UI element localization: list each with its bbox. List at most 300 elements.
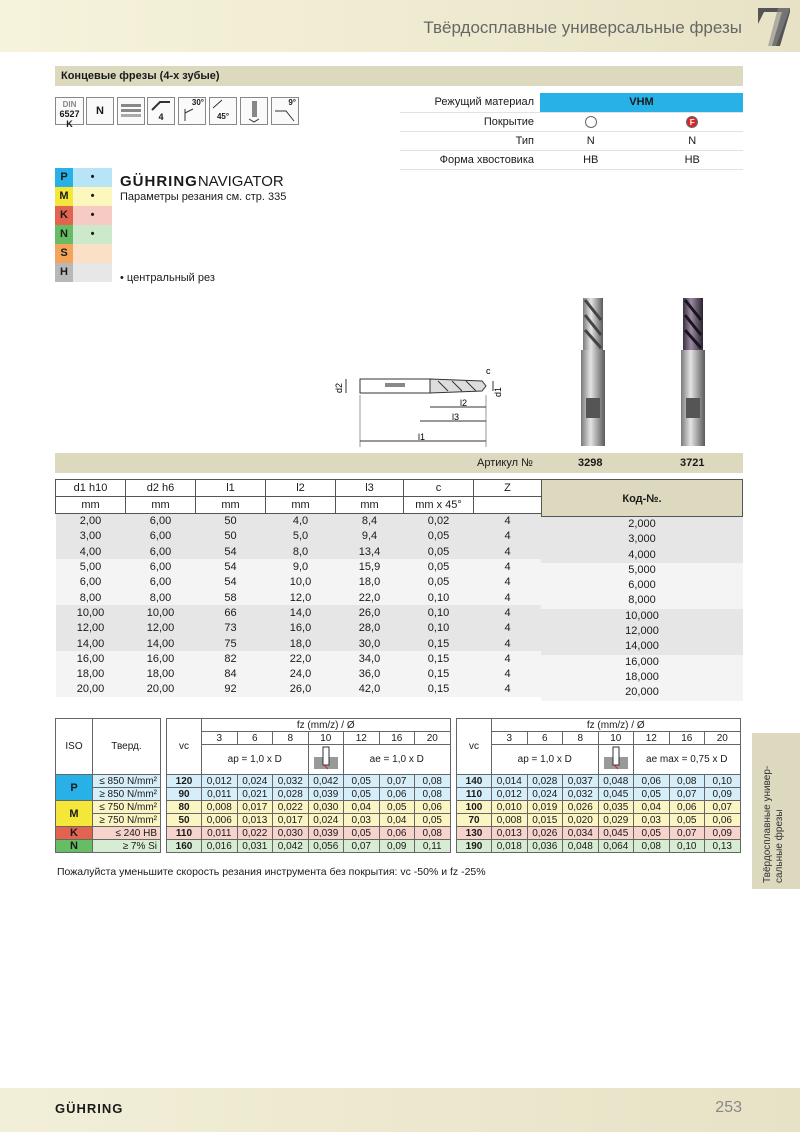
- label-l1: l1: [418, 432, 426, 442]
- fz-cell: 0,026: [563, 801, 599, 814]
- fz-cell: 0,036: [527, 840, 563, 853]
- fz-cell: 0,030: [308, 801, 344, 814]
- type-value-2: N: [642, 131, 744, 150]
- dimension-table: [55, 479, 542, 697]
- dim-cell: 50: [224, 515, 237, 528]
- fz-cell: 0,030: [273, 827, 309, 840]
- fz-cell: 0,012: [492, 788, 528, 801]
- dim-cell: 18,0: [289, 637, 312, 650]
- dim-unit-cell: mm: [266, 497, 336, 514]
- table-row: [457, 788, 741, 801]
- dim-cell: 20,00: [76, 683, 105, 696]
- dim-cell: 12,00: [76, 622, 105, 635]
- code-cell: 5,000: [541, 563, 743, 578]
- table-row: [56, 682, 542, 697]
- fz-cell: 0,06: [705, 814, 741, 827]
- coating-f-badge: F: [686, 116, 698, 128]
- vc-cell: 120: [167, 775, 202, 788]
- diameter-cell: 16: [669, 732, 705, 745]
- code-cell: 2,000: [541, 517, 743, 532]
- fz-cell: 0,042: [308, 775, 344, 788]
- vc-cell: 110: [457, 788, 492, 801]
- table-row: [56, 559, 542, 574]
- dim-cell: 4: [504, 530, 511, 543]
- table-row: [56, 651, 542, 666]
- fz-cell: 0,016: [202, 840, 238, 853]
- type-row: [400, 131, 743, 150]
- fz-cell: 0,024: [308, 814, 344, 827]
- fz-cell: 0,08: [415, 775, 451, 788]
- dim-header-cell: Z: [474, 480, 542, 497]
- ap-label: ap = 1,0 x D: [202, 745, 309, 775]
- diameter-cell: 3: [202, 732, 238, 745]
- fz-cell: 0,06: [669, 801, 705, 814]
- dim-cell: 0,05: [427, 530, 450, 543]
- diameter-cell: 12: [634, 732, 670, 745]
- fz-header: fz (mm/z) / Ø: [202, 719, 451, 732]
- center-cut-icon: [240, 97, 268, 125]
- dim-cell: 34,0: [358, 652, 381, 665]
- article-label: Артикул №: [477, 457, 533, 469]
- dim-cell: 18,00: [76, 668, 105, 681]
- material-row: [400, 93, 743, 112]
- vc-cell: 100: [457, 801, 492, 814]
- code-cell: 8,000: [541, 593, 743, 608]
- fz-cell: 0,006: [202, 814, 238, 827]
- fz-cell: 0,010: [492, 801, 528, 814]
- hardness-cell: ≥ 850 N/mm²: [93, 788, 161, 801]
- fz-header: fz (mm/z) / Ø: [492, 719, 741, 732]
- dim-cell: 4: [504, 668, 511, 681]
- fz-cell: 0,08: [669, 775, 705, 788]
- dim-cell: 0,10: [427, 591, 450, 604]
- fz-cell: 0,028: [273, 788, 309, 801]
- code-header: Код-№.: [541, 479, 743, 517]
- code-cell: 10,000: [541, 609, 743, 624]
- table-row: [457, 840, 741, 853]
- dim-cell: 4: [504, 576, 511, 589]
- side-milling-icon: [598, 745, 634, 775]
- label-c: c: [486, 366, 491, 376]
- table-row: [457, 827, 741, 840]
- fz-cell: 0,022: [237, 827, 273, 840]
- dim-unit-cell: [474, 497, 542, 514]
- fz-cell: 0,037: [563, 775, 599, 788]
- fz-cell: 0,05: [379, 801, 415, 814]
- table-row: [457, 814, 741, 827]
- dim-header-cell: l1: [196, 480, 266, 497]
- dim-cell: 6,00: [149, 545, 172, 558]
- end-mill-3721-image: [675, 290, 711, 450]
- dim-cell: 0,02: [427, 515, 450, 528]
- iso-cell: K: [56, 827, 93, 840]
- dim-cell: 84: [224, 668, 237, 681]
- hardness-cell: ≤ 850 N/mm²: [93, 775, 161, 788]
- dim-cell: 54: [224, 545, 237, 558]
- fz-cell: 0,06: [379, 827, 415, 840]
- diameter-cell: 8: [563, 732, 599, 745]
- table-row: [56, 636, 542, 651]
- fz-cell: 0,035: [598, 801, 634, 814]
- coating-none: [540, 112, 642, 131]
- fz-cell: 0,06: [634, 775, 670, 788]
- diameter-cell: 10: [598, 732, 634, 745]
- cutting-table-left: [55, 718, 451, 853]
- fz-cell: 0,039: [308, 788, 344, 801]
- dim-cell: 6,00: [149, 515, 172, 528]
- iso-dot: •: [73, 225, 112, 244]
- iso-dot: [73, 244, 112, 263]
- fz-cell: 0,04: [379, 814, 415, 827]
- fz-cell: 0,05: [344, 827, 380, 840]
- iso-dot: •: [73, 168, 112, 187]
- iso-letter: K: [55, 206, 73, 225]
- fz-cell: 0,10: [705, 775, 741, 788]
- dim-cell: 0,15: [427, 637, 450, 650]
- dim-cell: 5,00: [79, 561, 102, 574]
- table-row: [56, 775, 451, 788]
- dim-cell: 8,00: [79, 591, 102, 604]
- dim-cell: 54: [224, 576, 237, 589]
- fz-cell: 0,013: [237, 814, 273, 827]
- fz-cell: 0,015: [527, 814, 563, 827]
- fz-cell: 0,021: [237, 788, 273, 801]
- dim-cell: 4,0: [292, 515, 309, 528]
- iso-row-h: [55, 263, 112, 282]
- dim-cell: 36,0: [358, 668, 381, 681]
- dim-cell: 6,00: [149, 530, 172, 543]
- fz-cell: 0,032: [563, 788, 599, 801]
- table-row: [457, 801, 741, 814]
- dim-header-cell: d1 h10: [56, 480, 126, 497]
- code-cell: 18,000: [541, 670, 743, 685]
- dim-cell: 4: [504, 637, 511, 650]
- coating-f: [642, 112, 744, 131]
- din-badge: DIN 6527 K: [55, 97, 84, 125]
- cutting-table-right: [456, 718, 741, 853]
- fz-cell: 0,10: [669, 840, 705, 853]
- dim-cell: 4: [504, 606, 511, 619]
- code-cell: 20,000: [541, 685, 743, 700]
- dim-header-cell: l3: [336, 480, 404, 497]
- dim-cell: 4: [504, 561, 511, 574]
- fz-cell: 0,05: [634, 788, 670, 801]
- fz-cell: 0,014: [492, 775, 528, 788]
- dim-cell: 12,0: [289, 591, 312, 604]
- footnote: Пожалуйста уменьшите скорость резания инструмента без покрытия: vc -50% и fz -25%: [57, 866, 486, 878]
- dim-cell: 0,05: [427, 545, 450, 558]
- helix-angle-icon: 30°: [178, 97, 206, 125]
- fz-cell: 0,011: [202, 788, 238, 801]
- diameter-cell: 6: [527, 732, 563, 745]
- article-bar: [55, 453, 743, 473]
- dim-cell: 9,0: [292, 561, 309, 574]
- table-row: [56, 590, 542, 605]
- fz-cell: 0,05: [344, 775, 380, 788]
- dim-cell: 10,00: [146, 606, 175, 619]
- table-row: [56, 840, 451, 853]
- fz-cell: 0,020: [563, 814, 599, 827]
- table-row: [56, 544, 542, 559]
- fz-cell: 0,04: [344, 801, 380, 814]
- dim-cell: 4,00: [79, 545, 102, 558]
- dim-cell: 14,00: [76, 637, 105, 650]
- shank-value-2: HB: [642, 150, 744, 169]
- diameter-cell: 12: [344, 732, 380, 745]
- hardness-cell: ≥ 7% Si: [93, 840, 161, 853]
- dim-cell: 2,00: [79, 515, 102, 528]
- fz-cell: 0,045: [598, 827, 634, 840]
- dim-unit-cell: mm: [336, 497, 404, 514]
- label-l3: l3: [452, 412, 460, 422]
- shank-row: [400, 150, 743, 169]
- dim-cell: 6,00: [149, 576, 172, 589]
- dim-cell: 66: [224, 606, 237, 619]
- table-row: [56, 827, 451, 840]
- dim-cell: 10,00: [76, 606, 105, 619]
- fz-cell: 0,05: [669, 814, 705, 827]
- dim-cell: 8,00: [149, 591, 172, 604]
- dim-cell: 18,00: [146, 668, 175, 681]
- table-row: [56, 575, 542, 590]
- fz-cell: 0,07: [705, 801, 741, 814]
- dim-unit-cell: mm x 45°: [404, 497, 474, 514]
- diameter-cell: 16: [379, 732, 415, 745]
- type-label: Тип: [400, 131, 540, 150]
- dim-cell: 6,00: [79, 576, 102, 589]
- fz-cell: 0,06: [379, 788, 415, 801]
- dim-cell: 12,00: [146, 622, 175, 635]
- iso-dot: •: [73, 187, 112, 206]
- dim-cell: 20,00: [146, 683, 175, 696]
- iso-cell: M: [56, 801, 93, 827]
- fz-cell: 0,07: [344, 840, 380, 853]
- fz-cell: 0,019: [527, 801, 563, 814]
- table-row: [56, 529, 542, 544]
- fz-cell: 0,013: [492, 827, 528, 840]
- fz-cell: 0,09: [379, 840, 415, 853]
- vc-cell: 70: [457, 814, 492, 827]
- dim-header-cell: l2: [266, 480, 336, 497]
- fz-cell: 0,039: [308, 827, 344, 840]
- fz-cell: 0,026: [527, 827, 563, 840]
- table-row: [56, 605, 542, 620]
- vc-cell: 80: [167, 801, 202, 814]
- fz-cell: 0,08: [634, 840, 670, 853]
- table-row: [56, 788, 451, 801]
- dim-cell: 30,0: [358, 637, 381, 650]
- chamfer-angle-icon: 45°: [209, 97, 237, 125]
- end-mill-3298-image: [575, 290, 611, 450]
- dim-cell: 54: [224, 561, 237, 574]
- dim-cell: 0,15: [427, 652, 450, 665]
- tool-dimension-drawing: [330, 355, 505, 450]
- dim-cell: 4: [504, 683, 511, 696]
- fz-cell: 0,03: [344, 814, 380, 827]
- dim-cell: 0,10: [427, 622, 450, 635]
- fz-cell: 0,13: [705, 840, 741, 853]
- hardness-cell: ≤ 750 N/mm²: [93, 801, 161, 814]
- section-title: Концевые фрезы (4-х зубые): [55, 66, 743, 86]
- dim-cell: 24,0: [289, 668, 312, 681]
- dim-cell: 0,10: [427, 606, 450, 619]
- dim-cell: 22,0: [358, 591, 381, 604]
- ramp-angle-icon: 9°: [271, 97, 299, 125]
- label-d1: d1: [493, 386, 503, 397]
- side-tab: Твёрдосплавные универ-сальные фрезы: [752, 733, 800, 889]
- fz-cell: 0,08: [415, 827, 451, 840]
- fz-cell: 0,05: [344, 788, 380, 801]
- fz-cell: 0,064: [598, 840, 634, 853]
- ae-label: ae max = 0,75 x D: [634, 745, 741, 775]
- fz-cell: 0,08: [415, 788, 451, 801]
- fz-cell: 0,008: [492, 814, 528, 827]
- dim-cell: 50: [224, 530, 237, 543]
- fz-cell: 0,11: [415, 840, 451, 853]
- diameter-cell: 6: [237, 732, 273, 745]
- dim-header-cell: d2 h6: [126, 480, 196, 497]
- diameter-cell: 3: [492, 732, 528, 745]
- footer-logo: GÜHRING: [55, 1101, 124, 1116]
- fz-cell: 0,045: [598, 788, 634, 801]
- dim-cell: 26,0: [358, 606, 381, 619]
- vc-cell: 160: [167, 840, 202, 853]
- vc-header: vc: [457, 719, 492, 775]
- page-title: Твёрдосплавные универсальные фрезы: [423, 18, 742, 37]
- dim-cell: 3,00: [79, 530, 102, 543]
- dim-cell: 92: [224, 683, 237, 696]
- dim-cell: 14,00: [146, 637, 175, 650]
- dim-cell: 28,0: [358, 622, 381, 635]
- fz-cell: 0,05: [634, 827, 670, 840]
- diameter-cell: 20: [415, 732, 451, 745]
- code-cell: 14,000: [541, 639, 743, 654]
- page-number: 253: [715, 1099, 742, 1116]
- dim-cell: 16,00: [146, 652, 175, 665]
- dim-cell: 22,0: [289, 652, 312, 665]
- dim-header-row: [56, 480, 542, 497]
- dim-cell: 0,15: [427, 668, 450, 681]
- label-l2: l2: [460, 398, 468, 408]
- fz-cell: 0,012: [202, 775, 238, 788]
- dim-cell: 0,05: [427, 561, 450, 574]
- dim-cell: 82: [224, 652, 237, 665]
- diameter-cell: 10: [308, 732, 344, 745]
- dim-cell: 8,4: [361, 515, 378, 528]
- dim-cell: 26,0: [289, 683, 312, 696]
- cut-header-row: [56, 719, 451, 732]
- dim-header-cell: c: [404, 480, 474, 497]
- fz-cell: 0,032: [273, 775, 309, 788]
- feature-note: • центральный рез: [120, 272, 215, 284]
- coating-label: Покрытие: [400, 112, 540, 131]
- fz-cell: 0,07: [669, 827, 705, 840]
- ae-label: ae = 1,0 x D: [344, 745, 451, 775]
- dim-cell: 8,0: [292, 545, 309, 558]
- iso-row-s: [55, 244, 112, 263]
- slot-milling-icon: [308, 745, 344, 775]
- article-3298: 3298: [578, 457, 603, 469]
- material-value: VHM: [540, 93, 743, 112]
- cut-header-row: [457, 719, 741, 732]
- dim-cell: 42,0: [358, 683, 381, 696]
- fz-cell: 0,09: [705, 827, 741, 840]
- code-cell: 16,000: [541, 655, 743, 670]
- code-cell: 3,000: [541, 532, 743, 547]
- iso-letter: S: [55, 244, 73, 263]
- vc-cell: 110: [167, 827, 202, 840]
- vc-cell: 50: [167, 814, 202, 827]
- code-cell: 6,000: [541, 578, 743, 593]
- table-row: [56, 814, 451, 827]
- fz-cell: 0,048: [563, 840, 599, 853]
- table-row: [56, 666, 542, 681]
- fz-cell: 0,05: [415, 814, 451, 827]
- table-row: [457, 775, 741, 788]
- fz-cell: 0,017: [237, 801, 273, 814]
- fz-cell: 0,031: [237, 840, 273, 853]
- fz-cell: 0,029: [598, 814, 634, 827]
- fz-cell: 0,022: [273, 801, 309, 814]
- code-cell: 12,000: [541, 624, 743, 639]
- iso-letter: N: [55, 225, 73, 244]
- iso-dot: •: [73, 206, 112, 225]
- type-value-1: N: [540, 131, 642, 150]
- fz-cell: 0,018: [492, 840, 528, 853]
- shank-value-1: HB: [540, 150, 642, 169]
- dim-cell: 5,0: [292, 530, 309, 543]
- dim-cell: 18,0: [358, 576, 381, 589]
- vc-cell: 130: [457, 827, 492, 840]
- iso-row-p: [55, 168, 112, 187]
- fz-cell: 0,07: [379, 775, 415, 788]
- hardness-cell: ≤ 240 HB: [93, 827, 161, 840]
- iso-header: ISO: [56, 719, 93, 775]
- dim-cell: 14,0: [289, 606, 312, 619]
- type-n-badge: N: [86, 97, 114, 125]
- iso-letter: P: [55, 168, 73, 187]
- teeth-count-icon: 4: [147, 97, 175, 125]
- diameter-cell: 20: [705, 732, 741, 745]
- vc-cell: 190: [457, 840, 492, 853]
- fz-cell: 0,017: [273, 814, 309, 827]
- dim-cell: 73: [224, 622, 237, 635]
- dim-unit-cell: mm: [196, 497, 266, 514]
- iso-cell: P: [56, 775, 93, 801]
- diameter-row: [457, 732, 741, 745]
- navigator-logo: GÜHRINGNAVIGATOR: [120, 173, 284, 190]
- iso-letter: M: [55, 187, 73, 206]
- hardness-header: Тверд.: [93, 719, 161, 775]
- iso-material-list: [55, 168, 112, 282]
- dim-cell: 4: [504, 545, 511, 558]
- empty-circle-icon: [585, 116, 597, 128]
- shank-icon: [117, 97, 145, 125]
- fz-cell: 0,024: [237, 775, 273, 788]
- dim-cell: 16,0: [289, 622, 312, 635]
- fz-cell: 0,048: [598, 775, 634, 788]
- dim-cell: 58: [224, 591, 237, 604]
- fz-cell: 0,024: [527, 788, 563, 801]
- fz-cell: 0,042: [273, 840, 309, 853]
- iso-row-m: [55, 187, 112, 206]
- shank-label: Форма хвостовика: [400, 150, 540, 169]
- hardness-cell: ≥ 750 N/mm²: [93, 814, 161, 827]
- iso-cell: N: [56, 840, 93, 853]
- dim-cell: 75: [224, 637, 237, 650]
- iso-letter: H: [55, 263, 73, 282]
- dim-cell: 0,05: [427, 576, 450, 589]
